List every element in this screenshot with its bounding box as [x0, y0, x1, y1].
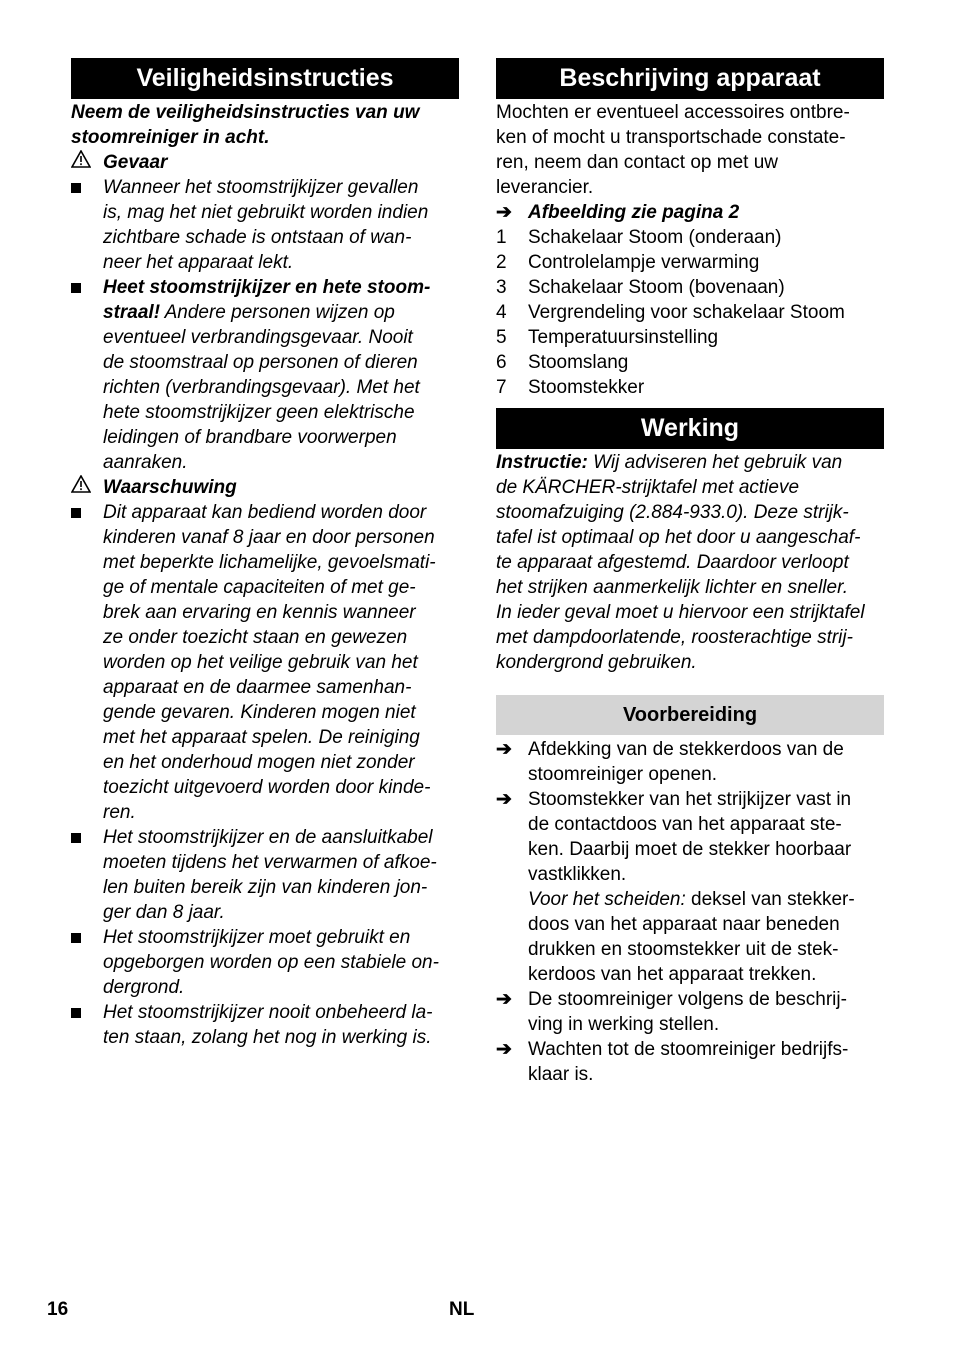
- bullet-square-icon: [71, 1008, 81, 1018]
- danger-item: Heet stoomstrijkijzer en hete stoom- straal! Andere personen wijzen op eventueel verbrandingsgevaar. Nooit de stoomstraal op personen of dieren richten (verbrandingsgevaar). Met het hete stoomstrijkijzer geen elektrische leidingen of brandbare voorwerpen aanraken.: [71, 275, 459, 475]
- description-intro: Mochten er eventueel accessoires ontbre- ken of mocht u transportschade constate- ren, neem dan contact op met uw leverancier.: [496, 102, 850, 198]
- prep-step: ➔ Wachten tot de stoomreiniger bedrijfs- klaar is.: [496, 1039, 849, 1085]
- list-item: 2 Controlelampje verwarming: [496, 252, 760, 273]
- section-heading-safety: Veiligheidsinstructies: [71, 58, 459, 99]
- list-item: 4 Vergrendeling voor schakelaar Stoom: [496, 302, 845, 323]
- warning-triangle-icon: [71, 475, 103, 500]
- language-code: NL: [449, 1299, 475, 1320]
- arrow-right-icon: ➔: [496, 739, 512, 760]
- warning-heading: Waarschuwing: [71, 475, 459, 500]
- warning-item: Het stoomstrijkijzer moet gebruikt en opgeborgen worden op een stabiele on- dergrond.: [71, 925, 459, 1000]
- prep-step: ➔ Stoomstekker van het strijkijzer vast in de contactdoos van het apparaat ste- ken. Daarbij moet de stekker hoorbaar vastklikken. Voor het scheiden: deksel van stekker- doos van het apparaat naar beneden drukken en stoomstekker uit de stek- kerdoos van het apparaat trekken.: [496, 789, 855, 985]
- prep-step: ➔ Afdekking van de stekkerdoos van de stoomreiniger openen.: [496, 739, 844, 785]
- instruction-note: Instructie: Wij adviseren het gebruik van de KÄRCHER-strijktafel met actieve stoomafzuiging (2.884-933.0). Deze strijk- tafel ist optimaal op het door u aangeschaf- te apparaat afgestemd. Daardoor verloopt het strijken aanmerkelijk lichter en sneller. In ieder geval moet u hiervoor een strijktafel met dampdoorlatende, roosterachtige strij- kondergrond gebruiken.: [496, 452, 865, 673]
- right-column: [496, 58, 884, 1087]
- list-item: 3 Schakelaar Stoom (bovenaan): [496, 277, 785, 298]
- prep-step: ➔ De stoomreiniger volgens de beschrij- ving in werking stellen.: [496, 989, 847, 1035]
- list-item: 5 Temperatuursinstelling: [496, 327, 719, 348]
- bullet-square-icon: [71, 183, 81, 193]
- warning-item: Dit apparaat kan bediend worden door kinderen vanaf 8 jaar en door personen met beperkte lichamelijke, gevoelsmati- ge of mentale capaciteiten of met ge- brek aan ervaring en kennis wanneer ze onder toezicht staan en gewezen worden op het veilige gebruik van het apparaat en de daarmee samenhan- gende gevaren. Kinderen mogen niet met het apparaat spelen. De reiniging en het onderhoud mogen niet zonder toezicht uitgevoerd worden door kinde- ren.: [71, 500, 459, 825]
- list-item: 1 Schakelaar Stoom (onderaan): [496, 227, 782, 248]
- section-heading-operation: Werking: [496, 408, 884, 449]
- warning-item: Het stoomstrijkijzer nooit onbeheerd la- ten staan, zolang het nog in werking is.: [71, 1000, 459, 1050]
- bullet-square-icon: [71, 508, 81, 518]
- arrow-right-icon: ➔: [496, 1039, 512, 1060]
- parts-list: [496, 225, 884, 400]
- section-heading-description: Beschrijving apparaat: [496, 58, 884, 99]
- warning-item: Het stoomstrijkijzer en de aansluitkabel moeten tijdens het verwarmen of afkoe- len buiten bereik zijn van kinderen jon- ger dan 8 jaar.: [71, 825, 459, 925]
- bullet-square-icon: [71, 833, 81, 843]
- list-item: 7 Stoomstekker: [496, 377, 645, 398]
- warning-triangle-icon: [71, 150, 103, 175]
- bullet-square-icon: [71, 283, 81, 293]
- danger-item: Wanneer het stoomstrijkijzer gevallen is, mag het niet gebruikt worden indien zichtbare schade is ontstaan of wan- neer het apparaat lekt.: [71, 175, 459, 275]
- arrow-right-icon: ➔: [496, 989, 512, 1010]
- figure-reference: ➔ Afbeelding zie pagina 2: [496, 202, 740, 223]
- safety-intro: Neem de veiligheidsinstructies van uw stoomreiniger in acht.: [71, 102, 420, 148]
- arrow-right-icon: ➔: [496, 202, 512, 223]
- left-column: [71, 58, 459, 1050]
- arrow-right-icon: ➔: [496, 789, 512, 810]
- danger-heading: Gevaar: [71, 150, 459, 175]
- page-number: 16: [47, 1299, 69, 1320]
- bullet-square-icon: [71, 933, 81, 943]
- subsection-heading-preparation: Voorbereiding: [496, 695, 884, 735]
- list-item: 6 Stoomslang: [496, 352, 629, 373]
